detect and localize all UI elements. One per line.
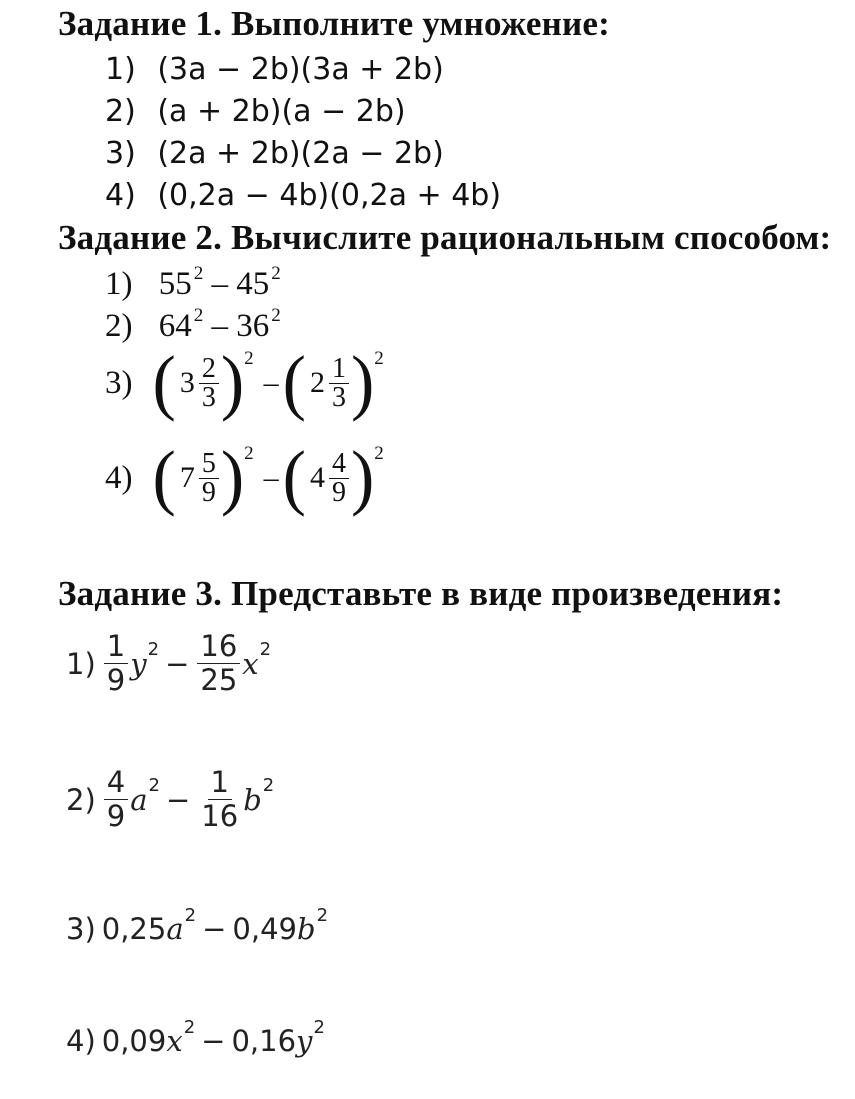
item-label: 2) xyxy=(66,782,96,817)
variable: y xyxy=(130,646,147,681)
exponent: 2 xyxy=(271,305,281,326)
exponent: 2 xyxy=(259,639,272,661)
exponent: 2 xyxy=(316,904,329,926)
denominator: 9 xyxy=(201,476,216,508)
variable: a xyxy=(130,782,148,817)
task1-item-4 xyxy=(105,178,501,213)
item-expression: (0,2a − 4b)(0,2a + 4b) xyxy=(157,178,502,213)
item-expression: (2a + 2b)(2a − 2b) xyxy=(157,136,444,171)
task3-item-4 xyxy=(66,1016,325,1058)
item-expression: (3a − 2b)(3a + 2b) xyxy=(157,52,444,87)
exponent: 2 xyxy=(271,263,281,284)
exponent: 2 xyxy=(374,348,384,369)
exponent: 2 xyxy=(262,775,275,797)
fraction xyxy=(199,447,219,508)
exponent: 2 xyxy=(193,263,204,284)
minus-sign: – xyxy=(211,308,237,344)
exponent: 2 xyxy=(147,639,160,661)
task2-item-3 xyxy=(105,342,390,423)
right-paren: ) xyxy=(220,342,245,423)
right-paren: ) xyxy=(220,437,245,518)
minus-sign: − xyxy=(165,782,191,817)
numerator: 16 xyxy=(197,630,240,664)
denominator: 9 xyxy=(331,476,346,508)
base-a: 55 xyxy=(158,266,192,302)
right-paren: ) xyxy=(350,437,375,518)
minus-sign: – xyxy=(263,366,279,399)
denominator: 3 xyxy=(331,381,346,413)
task2-item-2 xyxy=(105,305,281,345)
minus-sign: − xyxy=(165,646,190,681)
exponent: 2 xyxy=(244,443,254,464)
coefficient: 0,49 xyxy=(232,912,297,946)
fraction xyxy=(198,766,241,834)
whole-part: 2 xyxy=(309,366,325,399)
variable: y xyxy=(296,1024,313,1058)
right-paren: ) xyxy=(350,342,375,423)
exponent: 2 xyxy=(183,1016,196,1038)
coefficient: 0,16 xyxy=(231,1024,297,1058)
numerator: 4 xyxy=(104,766,128,800)
item-label: 1) xyxy=(105,266,133,302)
coefficient: 0,09 xyxy=(101,1024,167,1058)
exponent: 2 xyxy=(374,443,384,464)
task2-item-4 xyxy=(105,437,390,518)
denominator: 3 xyxy=(201,381,216,413)
denominator: 25 xyxy=(200,663,238,698)
minus-sign: − xyxy=(201,1024,226,1058)
task3-item-2 xyxy=(66,766,274,834)
base-b: 36 xyxy=(236,308,270,344)
numerator: 5 xyxy=(199,450,219,479)
task2-heading: Задание 2. Вычислите рациональным способом: xyxy=(58,218,832,257)
left-paren: ( xyxy=(152,342,176,423)
task1-item-3 xyxy=(105,136,444,171)
numerator: 4 xyxy=(329,450,349,479)
numerator: 1 xyxy=(329,355,349,384)
numerator: 1 xyxy=(104,630,128,664)
task1-item-1 xyxy=(105,52,444,87)
numerator: 2 xyxy=(199,355,219,384)
item-label: 1) xyxy=(105,52,136,87)
item-label: 4) xyxy=(105,178,136,213)
whole-part: 7 xyxy=(179,461,195,494)
base-b: 45 xyxy=(236,266,270,302)
exponent: 2 xyxy=(244,348,254,369)
base-a: 64 xyxy=(158,308,192,344)
item-label: 4) xyxy=(66,1024,96,1058)
exponent: 2 xyxy=(313,1016,325,1038)
item-label: 4) xyxy=(105,459,133,496)
task3-heading: Задание 3. Представьте в виде произведения: xyxy=(58,574,784,613)
item-label: 3) xyxy=(66,912,96,946)
fraction xyxy=(199,352,219,413)
whole-part: 4 xyxy=(309,461,325,494)
minus-sign: – xyxy=(263,461,279,494)
variable: b xyxy=(296,912,316,946)
denominator: 16 xyxy=(201,799,239,834)
item-label: 2) xyxy=(105,94,136,129)
denominator: 9 xyxy=(106,799,126,834)
task2-item-1 xyxy=(105,263,281,303)
fraction xyxy=(104,630,128,698)
variable: b xyxy=(243,782,262,817)
variable: x xyxy=(166,1024,183,1058)
minus-sign: – xyxy=(211,266,237,302)
task1-item-2 xyxy=(105,94,406,129)
exponent: 2 xyxy=(148,775,160,797)
fraction xyxy=(329,352,349,413)
task3-item-3 xyxy=(66,904,329,946)
task1-heading: Задание 1. Выполните умножение: xyxy=(58,4,610,43)
item-label: 3) xyxy=(105,136,136,171)
fraction xyxy=(329,447,349,508)
variable: x xyxy=(242,646,259,681)
item-label: 3) xyxy=(105,364,133,401)
coefficient: 0,25 xyxy=(101,912,167,946)
exponent: 2 xyxy=(193,305,204,326)
item-label: 1) xyxy=(66,646,96,681)
item-label: 2) xyxy=(105,308,133,344)
fraction xyxy=(104,766,128,834)
left-paren: ( xyxy=(152,437,176,518)
denominator: 9 xyxy=(106,663,126,698)
numerator: 1 xyxy=(208,766,232,800)
left-paren: ( xyxy=(282,437,306,518)
variable: a xyxy=(166,912,184,946)
item-expression: (a + 2b)(a − 2b) xyxy=(157,94,406,129)
left-paren: ( xyxy=(282,342,306,423)
fraction xyxy=(197,630,240,698)
task3-item-1 xyxy=(66,630,271,698)
minus-sign: − xyxy=(202,912,227,946)
exponent: 2 xyxy=(184,904,197,926)
whole-part: 3 xyxy=(179,366,195,399)
